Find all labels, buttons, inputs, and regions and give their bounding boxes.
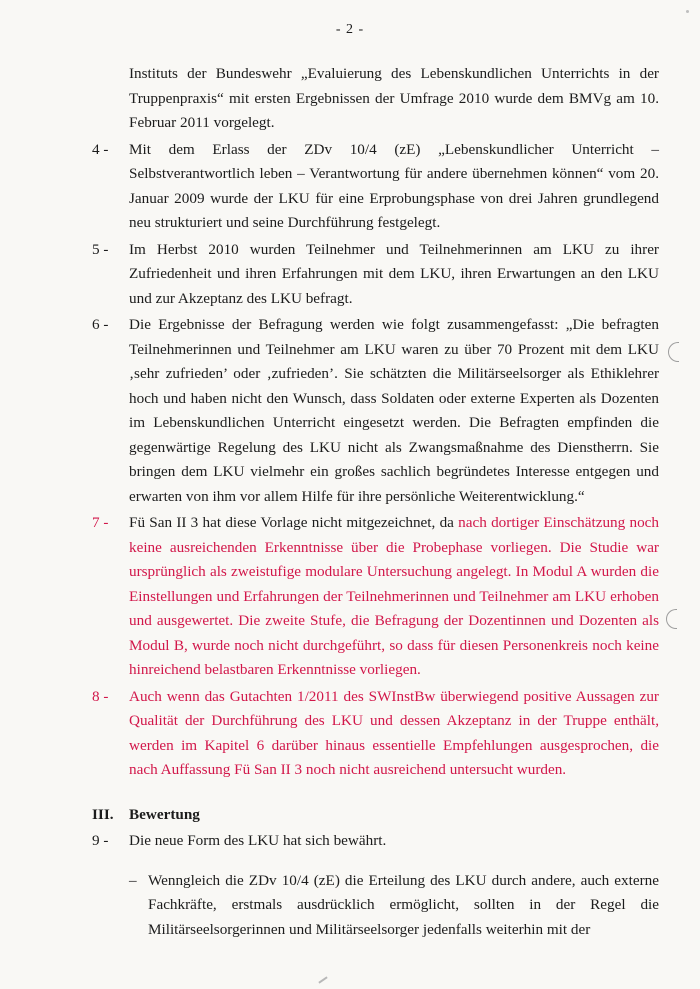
paragraph-text-highlighted: nach dortiger Einschätzung noch keine ausreichenden Erkenntnisse über die Probephase vorliegen. Die Studie war ursprünglich als zweistufige modulare Untersuchung angelegt. In Modul A wurden die Einstellungen und Erfahrungen der Teilnehmerinnen und Teilnehmer am LKU erhoben und ausgewertet. Die zweite Stufe, die Befragung der Dozentinnen und Dozenten als Modul B, wurde noch nicht durchgeführt, so dass für diesen Personenkreis noch keine hinreichend belastbaren Erkenntnisse vorliegen. bbox=[129, 514, 659, 678]
bullet-text: Wenngleich die ZDv 10/4 (zE) die Erteilung des LKU durch andere, auch externe Fachkräfte, erstmals ausdrücklich ermöglicht, sollten in der Regel die Militärseelsorgerinnen und Militärseelsorger jedenfalls weiterhin mit der bbox=[148, 871, 659, 938]
paragraph-number: 5 - bbox=[92, 240, 109, 258]
paragraph-text: Im Herbst 2010 wurden Teilnehmer und Teilnehmerinnen am LKU zu ihrer Zufriedenheit und ihren Erfahrungen mit dem LKU, ihren Erwartungen an den LKU und zur Akzeptanz des LKU befragt. bbox=[129, 240, 659, 307]
paragraph-text: Die Ergebnisse der Befragung werden wie folgt zusammengefasst: „Die befragten Teilnehmerinnen und Teilnehmer am LKU waren zu über 70 Prozent mit dem LKU ‚sehr zufrieden’ oder ‚zufrieden’. Sie schätzten die Militärseelsorger als Ethiklehrer hoch und haben nicht den Wunsch, dass Soldaten oder externe Experten als Dozenten im Lebenskundlichen Unterricht eingesetzt werden. Die Befragten empfinden die gegenwärtige Regelung des LKU nicht als Zwangsmaßnahme des Dienstherrn. Sie bringen dem LKU vielmehr ein großes sachlich begründetes Interesse entgegen und erwarten von ihm vor allem Hilfe für ihre persönliche Weiterentwicklung.“ bbox=[129, 316, 659, 505]
paragraph-number: 4 - bbox=[92, 140, 109, 158]
paragraph-text: Fü San II 3 hat diese Vorlage nicht mitgezeichnet, da bbox=[129, 514, 459, 531]
scan-mark bbox=[318, 976, 327, 983]
paragraph-text: Auch wenn das Gutachten 1/2011 des SWInstBw überwiegend positive Aussagen zur Qualität der Durchführung des LKU und dessen Akzeptanz in der Truppe enthält, werden im Kapitel 6 darüber hinaus essentielle Empfehlungen ausgesprochen, die nach Auffassung Fü San II 3 noch nicht ausreichend untersucht wurden. bbox=[129, 687, 659, 778]
document-body bbox=[92, 62, 659, 957]
paragraph-number: 7 - bbox=[92, 514, 109, 531]
paragraph-8 bbox=[92, 685, 659, 783]
paragraph-5 bbox=[92, 238, 659, 312]
punch-hole-mark bbox=[666, 609, 677, 629]
punch-hole-mark bbox=[668, 342, 679, 362]
section-number: III. bbox=[92, 805, 114, 823]
paragraph-9 bbox=[92, 829, 659, 854]
paragraph-number: 8 - bbox=[92, 687, 109, 705]
paragraph-7 bbox=[92, 511, 659, 683]
section-heading bbox=[92, 803, 659, 828]
section-title: Bewertung bbox=[129, 805, 200, 823]
paragraph-number: 9 - bbox=[92, 832, 109, 849]
intro-text: Instituts der Bundeswehr „Evaluierung des Lebenskundlichen Unterrichts in der Truppenpraxis“ mit ersten Ergebnissen der Umfrage 2010 wurde dem BMVg am 10. Februar 2011 vorgelegt. bbox=[129, 65, 659, 131]
intro-paragraph bbox=[92, 62, 659, 136]
paragraph-number: 6 - bbox=[92, 316, 109, 333]
paragraph-4 bbox=[92, 138, 659, 236]
scan-dot bbox=[686, 10, 689, 13]
page-number: - 2 - bbox=[335, 22, 365, 37]
bullet-dash: – bbox=[129, 871, 137, 889]
paragraph-text: Die neue Form des LKU hat sich bewährt. bbox=[129, 832, 387, 849]
paragraph-text: Mit dem Erlass der ZDv 10/4 (zE) „Lebenskundlicher Unterricht – Selbstverantwortlich leben – Verantwortung für andere übernehmen können“ vom 20. Januar 2009 wurde der LKU für eine Erprobungsphase von drei Jahren grundlegend neu strukturiert und seine Durchführung festgelegt. bbox=[129, 140, 659, 231]
paragraph-6 bbox=[92, 313, 659, 509]
bullet-item bbox=[92, 869, 659, 943]
